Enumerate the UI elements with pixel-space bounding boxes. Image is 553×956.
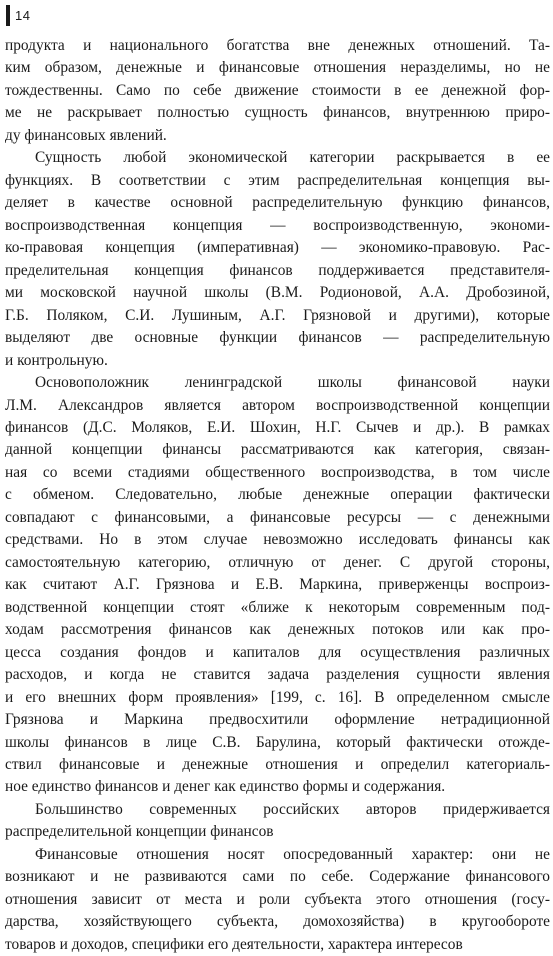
text-line: тождественны. Само по себе движение стоимости в ее денежной фор- [5, 81, 550, 99]
text-line: ходам рассмотрения финансов как денежных потоков или как про- [5, 621, 550, 639]
text-line: самостоятельную категорию, отличную от денег. С другой стороны, [5, 553, 550, 571]
text-line: Основоположник ленинградской школы финансовой науки [35, 374, 550, 392]
text-line: ная со всеми стадиями общественного воспроизводства, в том числе [5, 463, 550, 481]
text-line: Л.М. Александров является автором воспроизводственной концепции [5, 396, 550, 414]
text-line: отношения зависит от места и роли субъекта этого отношения (госу- [5, 890, 550, 908]
text-line: Сущность любой экономической категории раскрывается в ее [35, 149, 550, 167]
text-line: функциях. В соответствии с этим распределительная концепция вы- [5, 171, 550, 189]
text-body [5, 35, 550, 956]
text-line: Грязнова и Маркина предвосхитили оформление нетрадиционной [5, 711, 550, 729]
text-line: совпадают с финансовыми, а финансовые ресурсы — с денежными [5, 508, 550, 526]
text-line: возникают и не развиваются сами по себе. Содержание финансового [5, 868, 550, 886]
text-line: ное единство финансов и денег как единство формы и содержания. [5, 778, 446, 796]
paragraph [5, 372, 550, 799]
text-line: школы финансов в лице С.В. Барулина, который фактически отожде- [5, 733, 550, 751]
text-line: данной концепции финансы рассматриваются как категория, связан- [5, 441, 550, 459]
text-line: ким образом, денежные и финансовые отношения неразделимы, но не [5, 59, 550, 77]
text-line: товаров и доходов, специфики его деятельности, характера интересов [5, 935, 463, 953]
text-line: продукта и национального богатства вне денежных отношений. Та- [5, 37, 550, 54]
paragraph [5, 147, 550, 372]
text-line: ко-правовая концепция (императивная) — экономико-правовую. Рас- [5, 239, 550, 257]
text-line: с обменом. Следовательно, любые денежные операции фактически [5, 486, 550, 504]
text-line: ствил финансовые и денежные отношения и определил категориаль- [5, 756, 550, 773]
text-line: финансов (Д.С. Моляков, Е.И. Шохин, Н.Г. Сычев и др.). В рамках [5, 418, 550, 436]
text-line: как считают А.Г. Грязнова и Е.В. Маркина, приверженцы воспроиз- [5, 576, 550, 594]
text-line: ду финансовых явлений. [5, 126, 167, 144]
text-line: ме не раскрывает полностью сущность финансов, внутреннюю приро- [5, 104, 550, 122]
text-line: дарства, хозяйствующего субъекта, домохозяйства) в кругообороте [5, 913, 550, 931]
text-line: и его внешних форм проявления» [199, с. 16]. В определенном смысле [5, 688, 550, 706]
paragraph [5, 35, 550, 147]
text-line: расходов, и когда не ставится задача разделения сущности явления [5, 666, 550, 684]
text-line: цесса создания фондов и капиталов для осуществления различных [5, 643, 550, 661]
paragraph [5, 799, 550, 844]
text-line: Г.Б. Поляком, С.И. Лушиным, А.Г. Грязновой и другими), которые [5, 306, 550, 324]
page-number: 14 [15, 7, 31, 23]
text-line: воспроизводственная концепция — воспроизводственную, экономи- [5, 216, 550, 234]
text-line: выделяют две основные функции финансов — распределительную [5, 329, 550, 347]
text-line: и контрольную. [5, 351, 108, 369]
paragraph [5, 844, 550, 956]
text-line: деляет в качестве основной распределительную функцию финансов, [5, 194, 550, 212]
text-line: ми московской научной школы (В.М. Родионовой, А.А. Дробозиной, [5, 284, 550, 302]
text-line: средствами. Но в этом случае невозможно исследовать финансы как [5, 531, 550, 549]
text-line: Финансовые отношения носят опосредованный характер: они не [35, 845, 550, 863]
text-line: Большинство современных российских авторов придерживается [35, 800, 550, 818]
text-line: пределительная концепция финансов поддерживается представителя- [5, 261, 550, 279]
header-bar [6, 5, 10, 26]
text-line: водственной концепции стоят «ближе к некоторым современным под- [5, 598, 550, 616]
page-header [6, 4, 30, 26]
text-line: распределительной концепции финансов [5, 823, 274, 841]
